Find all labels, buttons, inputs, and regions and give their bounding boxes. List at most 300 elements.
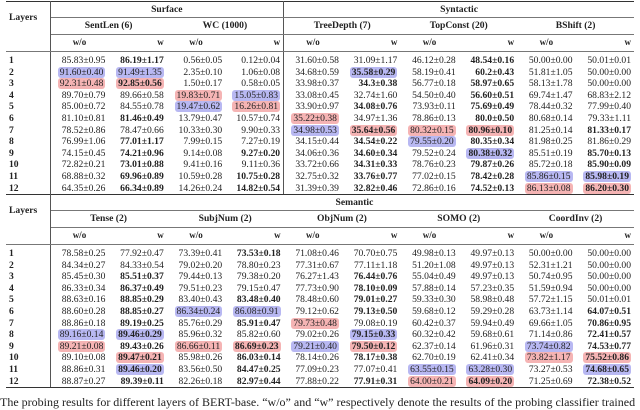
result-cell [459,136,517,148]
result-cell [284,67,342,79]
result-cell [284,52,342,67]
result-cell [284,245,342,260]
result-cell [167,364,225,376]
result-cell [342,294,400,306]
value: 84.55±0.78 [120,101,164,113]
with-header: w [576,35,634,52]
highlighted-value-blue: 63.55±0.15 [410,363,454,375]
table-row [6,364,634,376]
value: 77.07±0.41 [353,363,398,375]
value: 60.42±0.37 [412,317,456,329]
value: 77.11±1.18 [354,259,398,271]
value: 10.59±0.28 [178,170,223,182]
value: 46.12±0.28 [412,55,456,66]
highlighted-value-blue: 86.08±0.91 [234,305,279,317]
layer-number: 5 [6,294,50,306]
result-cell [342,113,400,125]
result-cell [459,260,517,272]
result-cell [225,294,283,306]
table-row [6,245,634,260]
value: 66.34±0.89 [120,182,164,194]
result-cell [225,283,283,295]
value: 7.99±0.15 [183,136,223,148]
task-header-row [6,211,634,228]
value: 33.76±0.77 [353,170,398,182]
highlighted-value-blue: 91.60±0.40 [59,66,104,78]
result-cell [576,271,634,283]
result-cell [459,283,517,295]
value: 88.85±0.27 [120,305,164,317]
value: 79.13±0.50 [353,305,398,317]
value: 78.44±0.32 [528,101,573,113]
result-cell [576,113,634,125]
probing-table-surface-syntactic [6,1,634,195]
result-cell [50,271,108,283]
result-cell [284,329,342,341]
value: 70.86±0.95 [587,317,631,329]
result-cell [342,318,400,330]
result-cell [400,283,458,295]
value: 73.39±0.41 [178,248,223,259]
result-cell [225,90,283,102]
result-cell [459,306,517,318]
result-cell [342,260,400,272]
value: 78.47±0.66 [120,124,164,136]
result-cell [108,283,166,295]
highlighted-value-blue: 74.68±0.65 [585,363,629,375]
result-cell [108,52,166,67]
result-cell [108,113,166,125]
with-header: w [225,228,283,245]
result-cell [459,148,517,160]
result-cell [576,67,634,79]
highlighted-value-red: 35.22±0.38 [293,112,337,124]
result-cell [284,171,342,183]
value: 50.00±0.00 [587,282,631,294]
value: 78.14±0.26 [295,352,339,364]
with-header: w [576,228,634,245]
table-row [6,318,634,330]
result-cell [50,364,108,376]
value: 10.33±0.30 [178,124,223,136]
highlighted-value-blue: 91.49±1.35 [118,66,162,78]
result-cell [576,376,634,388]
value: 69.96±0.89 [120,170,164,182]
value: 72.86±0.16 [412,182,456,194]
table-row [6,271,634,283]
result-cell [225,318,283,330]
value: 58.19±0.41 [412,66,456,78]
table-row [6,329,634,341]
result-cell [50,101,108,113]
result-cell [459,113,517,125]
result-cell [400,159,458,171]
result-cell [459,90,517,102]
layer-number: 3 [6,78,50,90]
task-header: SOMO (2) [400,211,517,228]
value: 9.90±0.33 [241,124,281,136]
result-cell [167,306,225,318]
result-cell [517,125,575,137]
value: 58.98±0.48 [470,294,515,306]
result-cell [108,67,166,79]
highlighted-value-red: 64.00±0.21 [410,375,454,387]
result-cell [400,329,458,341]
result-cell [459,329,517,341]
result-cell [50,294,108,306]
highlighted-value-blue: 15.05±0.83 [234,89,279,101]
value: 50.00±0.00 [587,66,631,78]
highlighted-value-blue: 85.86±0.15 [526,170,571,182]
result-cell [400,376,458,388]
task-header: SentLen (6) [50,18,167,35]
result-cell [108,101,166,113]
value: 71.25±0.69 [528,375,573,387]
layer-number: 1 [6,245,50,260]
value: 80.0±0.50 [475,112,515,124]
value: 0.58±0.05 [241,78,281,90]
subheader-row [6,35,634,52]
value: 77.01±1.17 [120,136,164,148]
result-cell [50,183,108,195]
with-header: w [459,228,517,245]
value: 79.01±0.27 [353,294,398,306]
result-cell [400,90,458,102]
layer-number: 10 [6,352,50,364]
result-cell [167,352,225,364]
result-cell [108,260,166,272]
without-header: w/o [284,228,342,245]
value: 75.69±0.49 [470,101,515,113]
result-cell [284,376,342,388]
result-cell [108,364,166,376]
value: 52.31±1.21 [528,259,573,271]
result-cell [459,294,517,306]
result-cell [108,376,166,388]
with-header: w [225,35,283,52]
result-cell [342,159,400,171]
table-row [6,283,634,295]
value: 34.3±0.38 [358,78,398,90]
value: 58.97±0.65 [470,78,515,90]
value: 74.21±0.96 [120,147,164,159]
result-cell [284,294,342,306]
result-cell [108,159,166,171]
result-cell [342,376,400,388]
highlighted-value-red: 89.21±0.08 [59,340,104,352]
value: 62.70±0.19 [412,352,456,364]
result-cell [50,52,108,67]
result-cell [50,148,108,160]
task-header: Tense (2) [50,211,167,228]
value: 81.25±0.14 [528,124,573,136]
result-cell [284,90,342,102]
layer-number: 11 [6,171,50,183]
result-cell [284,306,342,318]
value: 84.47±0.25 [236,363,281,375]
layer-number: 2 [6,67,50,79]
value: 1.06±0.08 [241,66,281,78]
highlighted-value-blue: 19.47±0.62 [176,101,221,113]
with-header: w [108,228,166,245]
value: 59.68±0.12 [412,305,456,317]
result-cell [50,376,108,388]
result-cell [108,171,166,183]
result-cell [576,78,634,90]
result-cell [167,90,225,102]
result-cell [167,294,225,306]
value: 49.97±0.13 [470,248,515,259]
value: 62.37±0.14 [412,340,456,352]
result-cell [225,245,283,260]
result-cell [284,183,342,195]
result-cell [225,101,283,113]
highlighted-value-red: 19.83±0.71 [176,89,221,101]
result-cell [225,376,283,388]
result-cell [50,260,108,272]
result-cell [400,125,458,137]
result-cell [517,294,575,306]
result-cell [284,318,342,330]
highlighted-value-red: 86.13±0.08 [526,182,571,194]
result-cell [400,101,458,113]
value: 50.01±0.01 [587,55,631,66]
result-cell [576,260,634,272]
result-cell [167,260,225,272]
value: 50.74±0.95 [528,271,573,283]
value: 88.87±0.27 [61,375,106,387]
layer-number: 7 [6,125,50,137]
result-cell [400,171,458,183]
layer-number: 4 [6,90,50,102]
value: 82.26±0.18 [178,375,223,387]
result-cell [459,376,517,388]
value: 10.57±0.74 [236,112,281,124]
value: 81.46±0.49 [120,112,164,124]
value: 33.08±0.45 [295,89,339,101]
result-cell [459,171,517,183]
task-header: TreeDepth (7) [284,18,401,35]
value: 73.27±0.53 [528,363,573,375]
result-cell [284,101,342,113]
value: 83.40±0.43 [178,294,223,306]
value: 85.96±0.32 [178,329,223,341]
result-cell [225,113,283,125]
value: 89.70±0.79 [61,89,106,101]
layer-number: 8 [6,329,50,341]
result-cell [284,341,342,353]
result-cell [517,260,575,272]
result-cell [167,148,225,160]
result-cell [517,90,575,102]
table-row [6,341,634,353]
result-cell [517,271,575,283]
value: 86.03±0.14 [236,352,281,364]
layer-number: 9 [6,148,50,160]
table-row [6,113,634,125]
highlighted-value-blue: 85.98±0.19 [585,170,629,182]
result-cell [342,148,400,160]
value: 76.27±1.43 [295,271,339,283]
layer-number: 6 [6,113,50,125]
result-cell [517,329,575,341]
table-row [6,78,634,90]
result-cell [400,67,458,79]
value: 64.35±0.26 [61,182,106,194]
without-header: w/o [284,35,342,52]
value: 57.88±0.14 [412,282,456,294]
result-cell [342,306,400,318]
task-header-row [6,18,634,35]
value: 60.2±0.43 [475,66,515,78]
result-cell [284,159,342,171]
result-cell [517,341,575,353]
highlighted-value-red: 79.73±0.48 [293,317,337,329]
result-cell [400,148,458,160]
result-cell [576,183,634,195]
value: 59.29±0.28 [470,305,515,317]
result-cell [459,67,517,79]
value: 77.31±0.67 [295,259,339,271]
value: 89.10±0.08 [61,352,106,364]
value: 7.27±0.19 [241,136,281,148]
value: 34.06±0.36 [295,147,339,159]
layer-number: 4 [6,283,50,295]
result-cell [576,125,634,137]
result-cell [576,364,634,376]
value: 89.39±0.11 [120,375,164,387]
value: 49.98±0.13 [412,248,456,259]
value: 73.53±0.18 [236,248,281,259]
value: 9.27±0.20 [241,147,281,159]
without-header: w/o [167,228,225,245]
value: 74.52±0.13 [470,182,515,194]
result-cell [284,260,342,272]
result-cell [225,260,283,272]
result-cell [167,341,225,353]
result-cell [576,245,634,260]
result-cell [167,136,225,148]
value: 31.60±0.58 [295,55,339,66]
value: 85.91±0.47 [236,317,281,329]
result-cell [517,113,575,125]
result-cell [459,101,517,113]
highlighted-value-blue: 73.74±0.82 [526,340,571,352]
value: 64.07±0.51 [587,305,631,317]
result-cell [342,171,400,183]
layer-number: 12 [6,376,50,388]
value: 72.41±0.57 [587,329,631,341]
result-cell [50,113,108,125]
result-cell [576,294,634,306]
result-cell [576,148,634,160]
value: 50.00±0.00 [528,248,573,259]
result-cell [50,171,108,183]
highlighted-value-red: 73.82±1.17 [526,352,571,364]
result-cell [400,183,458,195]
value: 88.63±0.16 [61,294,106,306]
group-header-row [6,2,634,18]
value: 51.59±0.94 [528,282,573,294]
result-cell [459,159,517,171]
result-cell [167,329,225,341]
value: 78.52±0.86 [61,124,106,136]
subheader-row [6,228,634,245]
value: 33.98±0.37 [295,78,339,90]
value: 88.85±0.29 [120,294,164,306]
value: 68.88±0.32 [61,170,106,182]
result-cell [50,329,108,341]
value: 85.83±0.95 [61,55,106,66]
value: 78.17±0.38 [353,352,398,364]
value: 85.76±0.29 [178,317,223,329]
result-cell [459,271,517,283]
result-cell [167,245,225,260]
highlighted-value-red: 92.31±0.48 [59,78,104,90]
value: 85.00±0.72 [61,101,106,113]
with-header: w [342,35,400,52]
value: 50.00±0.00 [587,259,631,271]
result-cell [459,318,517,330]
result-cell [225,148,283,160]
value: 76.44±0.76 [353,271,398,283]
result-cell [576,90,634,102]
result-cell [517,148,575,160]
value: 77.02±0.15 [412,170,456,182]
group-header: Semantic [50,195,634,211]
result-cell [167,376,225,388]
result-cell [459,183,517,195]
value: 78.86±0.13 [412,112,456,124]
value: 70.70±0.75 [353,248,398,259]
highlighted-value-blue: 79.21±0.40 [293,340,337,352]
result-cell [108,148,166,160]
result-cell [225,183,283,195]
result-cell [400,364,458,376]
value: 60.32±0.42 [412,329,456,341]
value: 89.19±0.25 [120,317,164,329]
result-cell [576,283,634,295]
result-cell [342,271,400,283]
result-cell [459,352,517,364]
table-row [6,352,634,364]
result-cell [50,78,108,90]
result-cell [576,171,634,183]
result-cell [284,283,342,295]
result-cell [400,306,458,318]
value: 79.12±0.62 [295,305,339,317]
value: 13.79±0.47 [178,112,223,124]
table-row [6,52,634,67]
table-row [6,306,634,318]
result-cell [576,52,634,67]
value: 49.97±0.13 [470,259,515,271]
value: 49.97±0.13 [470,271,515,283]
result-cell [576,352,634,364]
value: 56.77±0.18 [412,78,456,90]
layer-number: 8 [6,136,50,148]
result-cell [50,67,108,79]
result-cell [400,294,458,306]
result-cell [576,159,634,171]
layer-number: 7 [6,318,50,330]
result-cell [400,352,458,364]
result-cell [108,78,166,90]
layer-number: 6 [6,306,50,318]
value: 56.60±0.51 [470,89,515,101]
value: 32.82±0.46 [353,182,398,194]
value: 88.60±0.28 [61,305,106,317]
